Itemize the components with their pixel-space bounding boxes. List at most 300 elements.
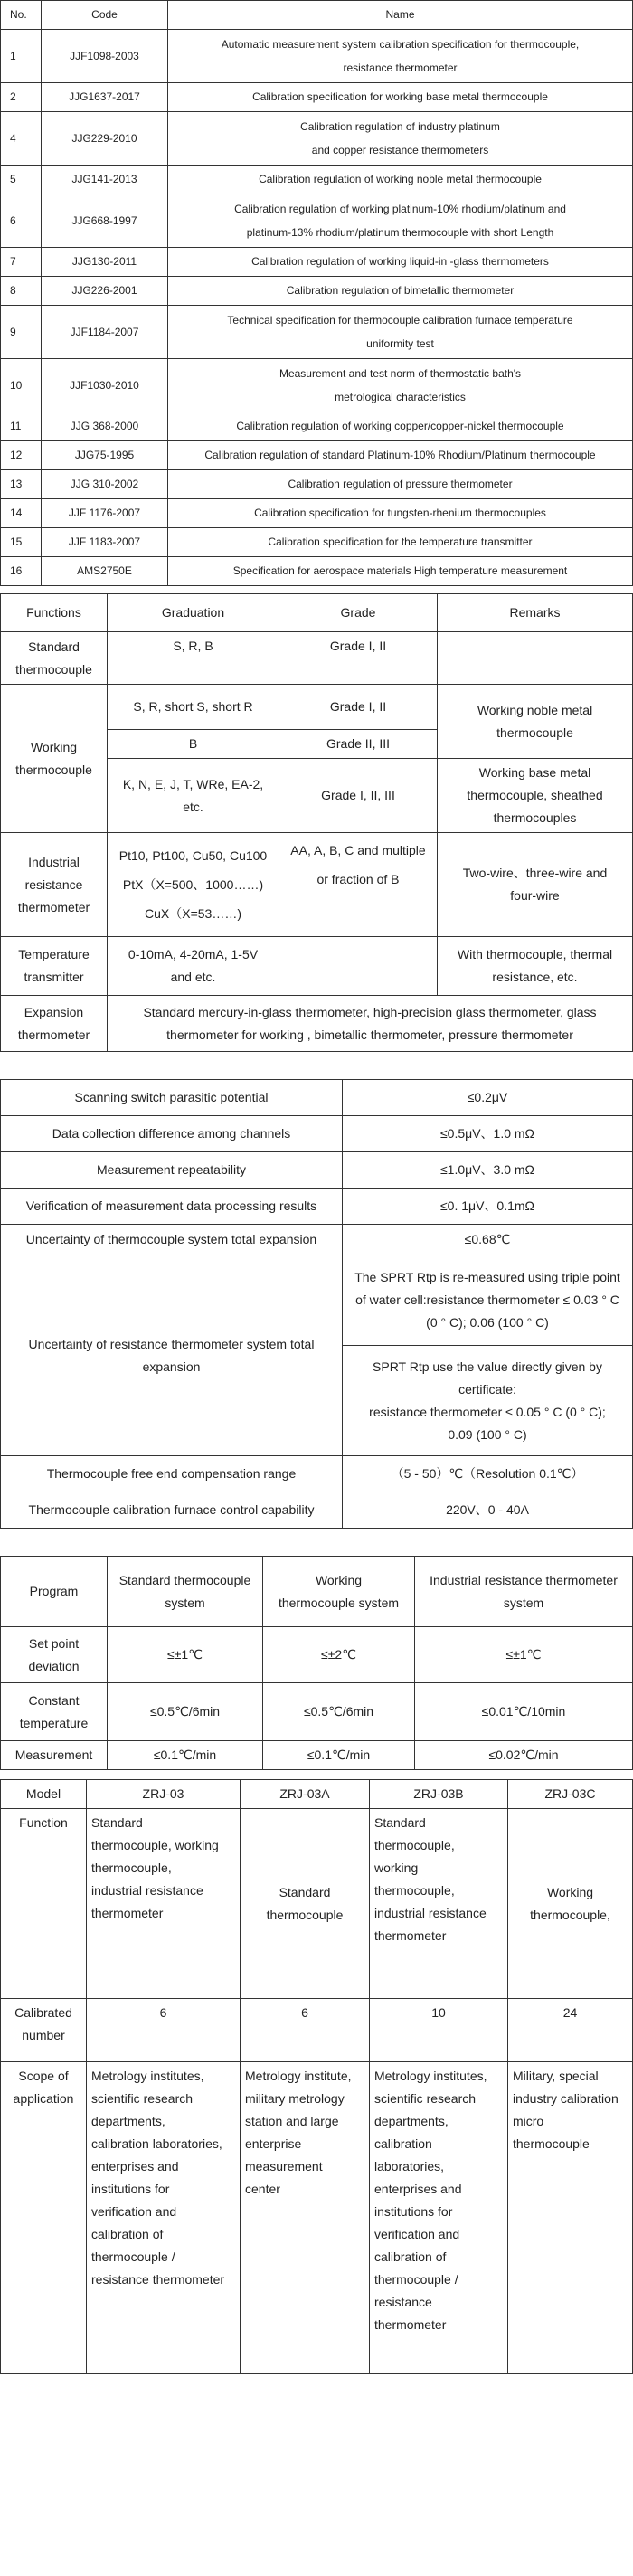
standards-table: [0, 0, 633, 586]
standard-name: [168, 248, 633, 277]
text-line: and etc.: [170, 970, 216, 984]
text-line: Measurement: [14, 1747, 93, 1762]
text-line: or fraction of B: [316, 872, 400, 886]
model-function: [241, 1809, 370, 1999]
text-line: Working: [546, 1884, 594, 1899]
spec-row: [1, 1492, 633, 1529]
standard-no: 11: [1, 412, 42, 441]
spec-label-resistance-uncertainty: [1, 1255, 343, 1456]
text-line: Standard thermocouple: [118, 1572, 251, 1587]
text-line: scientific research: [374, 2091, 477, 2106]
header-remarks: Remarks: [438, 594, 633, 632]
header-code: Code: [42, 1, 168, 30]
text-line: Calibration specification for working base metal thermocouple: [252, 90, 548, 103]
text-line: thermocouple, sheathed: [467, 788, 603, 802]
text-line: （5 - 50）℃（Resolution 0.1℃）: [391, 1466, 584, 1481]
standard-name: [168, 194, 633, 248]
standard-name: [168, 412, 633, 441]
program-label: [1, 1741, 108, 1770]
spec-row: [1, 1189, 633, 1225]
text-line: With thermocouple, thermal: [457, 947, 613, 961]
remarks-standard: [438, 632, 633, 685]
text-line: thermocouple /: [91, 2249, 175, 2264]
standard-no: 14: [1, 499, 42, 528]
spec-label: [1, 1456, 343, 1492]
row-temperature-transmitter: [1, 937, 633, 996]
standard-row: [1, 30, 633, 83]
text-line: thermometer: [374, 2317, 447, 2332]
text-line: Calibration specification for tungsten-rhenium thermocouples: [254, 507, 546, 519]
text-line: military metrology: [245, 2091, 345, 2106]
model-name: ZRJ-03B: [370, 1780, 508, 1809]
standard-row: [1, 359, 633, 412]
functions-header-row: [1, 594, 633, 632]
text-line: four-wire: [510, 888, 560, 903]
spec-row: [1, 1116, 633, 1152]
text-line: Automatic measurement system calibration specification for thermocouple,: [221, 38, 580, 51]
spec-value: [343, 1456, 633, 1492]
text-line: resistance thermometer ≤ 0.05 ° C (0 ° C);: [369, 1404, 606, 1419]
model-scope: [87, 2062, 241, 2374]
text-line: Expansion: [24, 1004, 84, 1019]
text-line: ≤1.0μV、3.0 mΩ: [439, 1162, 535, 1177]
text-line: Working noble metal: [477, 702, 593, 717]
spec-value: [343, 1225, 633, 1255]
specs-body-2: [1, 1456, 633, 1529]
spec-label: [1, 1152, 343, 1189]
text-line: Working base metal: [478, 765, 591, 780]
text-line: institutions for: [91, 2182, 170, 2196]
text-line: Calibration regulation of pressure thermometer: [288, 478, 513, 490]
text-line: calibration of: [374, 2249, 447, 2264]
program-table: [0, 1556, 633, 1770]
text-line: thermocouple: [15, 661, 92, 677]
text-line: calibration laboratories,: [91, 2136, 222, 2151]
text-line: Calibration regulation of working liquid-in -glass thermometers: [251, 255, 549, 268]
text-line: laboratories,: [374, 2159, 445, 2174]
spec-value: [343, 1116, 633, 1152]
text-line: enterprises and: [91, 2159, 179, 2174]
graduation-standard: S, R, B: [108, 632, 279, 685]
standard-row: [1, 166, 633, 194]
standard-no: 5: [1, 166, 42, 194]
program-working: ≤0.1℃/min: [263, 1741, 415, 1770]
text-line: Metrology institutes,: [91, 2069, 204, 2083]
text-line: ≤0.5μV、1.0 mΩ: [439, 1126, 535, 1141]
text-line: thermocouple, working: [91, 1838, 219, 1852]
text-line: thermocouple: [266, 1907, 344, 1922]
text-line: Metrology institutes,: [374, 2069, 487, 2083]
spec-row-resistance-1: [1, 1255, 633, 1346]
text-line: Industrial: [28, 854, 80, 869]
text-line: Pt10, Pt100, Cu50, Cu100: [118, 848, 268, 863]
header-name: Name: [168, 1, 633, 30]
spec-label: [1, 1080, 343, 1116]
graduation-working-2: B: [108, 730, 279, 759]
text-line: uniformity test: [366, 337, 434, 350]
text-line: industry calibration: [513, 2091, 619, 2106]
text-line: Calibration regulation of working noble metal thermocouple: [259, 173, 542, 185]
text-line: Calibration specification for the temperature transmitter: [268, 535, 533, 548]
text-line: The SPRT Rtp is re-measured using triple point: [354, 1270, 620, 1284]
text-line: Military, special: [513, 2069, 599, 2083]
standard-code: JJF 1176-2007: [42, 499, 168, 528]
standard-code: AMS2750E: [42, 557, 168, 586]
text-line: Verification of measurement data processing results: [25, 1198, 317, 1213]
remarks-working-base: [438, 759, 633, 833]
model-name: ZRJ-03A: [241, 1780, 370, 1809]
text-line: industrial resistance: [91, 1883, 203, 1898]
text-line: Constant: [28, 1692, 80, 1708]
label-scope-of-application: [1, 2062, 87, 2374]
label-model: Model: [1, 1780, 87, 1809]
text-line: Working: [30, 739, 78, 754]
text-line: Thermocouple free end compensation range: [46, 1466, 297, 1481]
program-label: [1, 1627, 108, 1683]
text-line: 0-10mA, 4-20mA, 1-5V: [128, 947, 259, 961]
standard-name: [168, 499, 633, 528]
standard-no: 6: [1, 194, 42, 248]
standard-row: [1, 499, 633, 528]
header-grade: Grade: [279, 594, 438, 632]
grade-industrial: [279, 833, 438, 937]
text-line: thermometer: [17, 1027, 90, 1042]
standards-body: [1, 30, 633, 586]
text-line: departments,: [91, 2114, 165, 2128]
spacer: [0, 586, 633, 593]
model-scope: [370, 2062, 508, 2374]
text-line: thermometer: [17, 899, 90, 914]
standard-row: [1, 528, 633, 557]
graduation-working-3: [108, 759, 279, 833]
text-line: Data collection difference among channels: [52, 1126, 291, 1141]
standards-header-row: [1, 1, 633, 30]
text-line: working: [374, 1861, 419, 1875]
text-line: transmitter: [24, 970, 84, 984]
program-standard: ≤0.5℃/6min: [108, 1683, 263, 1741]
standard-no: 12: [1, 441, 42, 470]
standard-no: 16: [1, 557, 42, 586]
text-line: resistance: [374, 2295, 432, 2309]
text-line: CuX（X=53……): [145, 906, 241, 921]
graduation-working-1: S, R, short S, short R: [108, 685, 279, 730]
standard-no: 15: [1, 528, 42, 557]
standard-name: [168, 277, 633, 306]
remarks-working-noble: [438, 685, 633, 759]
text-line: thermocouple: [15, 762, 92, 777]
text-line: Calibration regulation of working platinum-10% rhodium/platinum and: [234, 203, 566, 215]
text-line: thermocouple,: [374, 1838, 455, 1852]
spec-label: [1, 1492, 343, 1529]
standard-no: 10: [1, 359, 42, 412]
text-line: system: [165, 1595, 205, 1610]
spec-value-resistance-triple-point: [343, 1255, 633, 1346]
text-line: calibration of: [91, 2227, 164, 2241]
text-line: scientific research: [91, 2091, 194, 2106]
spacer: [0, 1052, 633, 1079]
program-industrial: ≤±1℃: [415, 1627, 633, 1683]
text-line: K, N, E, J, T, WRe, EA-2,: [122, 776, 264, 791]
standard-name: [168, 306, 633, 359]
standard-row: [1, 306, 633, 359]
text-line: resistance thermometer: [91, 2272, 225, 2287]
text-line: metrological characteristics: [335, 391, 466, 403]
text-line: measurement: [245, 2159, 323, 2174]
standard-code: JJF1184-2007: [42, 306, 168, 359]
standard-row: [1, 277, 633, 306]
text-line: Standard: [28, 639, 80, 654]
text-line: Industrial resistance thermometer: [430, 1572, 618, 1587]
text-line: Technical specification for thermocouple calibration furnace temperature: [227, 314, 573, 327]
text-line: Working: [315, 1572, 363, 1587]
standard-name: [168, 30, 633, 83]
model-calibrated-number: 10: [370, 1999, 508, 2062]
standard-code: JJG141-2013: [42, 166, 168, 194]
text-line: of water cell:resistance thermometer ≤ 0.03 ° C: [355, 1293, 619, 1307]
text-line: thermocouple,: [374, 1883, 455, 1898]
text-line: Calibration regulation of working copper/copper-nickel thermocouple: [236, 420, 564, 432]
text-line: SPRT Rtp use the value directly given by: [373, 1359, 602, 1374]
text-line: departments,: [374, 2114, 449, 2128]
model-scope: [508, 2062, 633, 2374]
standard-code: JJG 310-2002: [42, 470, 168, 499]
label-working-thermocouple: [1, 685, 108, 833]
label-expansion-thermometer: [1, 996, 108, 1052]
standard-name: [168, 83, 633, 112]
spec-label: [1, 1116, 343, 1152]
standard-row: [1, 441, 633, 470]
spec-label: [1, 1225, 343, 1255]
text-line: Uncertainty of resistance thermometer system total: [28, 1336, 315, 1351]
standard-name: [168, 557, 633, 586]
models-row-calibrated-number: [1, 1999, 633, 2062]
model-calibrated-number: 6: [87, 1999, 241, 2062]
text-line: Standard: [279, 1884, 331, 1899]
text-line: Specification for aerospace materials High temperature measurement: [232, 564, 568, 577]
text-line: ≤0. 1μV、0.1mΩ: [439, 1198, 535, 1213]
label-calibrated-number: [1, 1999, 87, 2062]
standard-name: [168, 470, 633, 499]
text-line: (0 ° C); 0.06 (100 ° C): [426, 1315, 549, 1330]
text-line: Measurement repeatability: [97, 1162, 246, 1177]
expansion-description: [108, 996, 633, 1052]
model-scope: [241, 2062, 370, 2374]
spacer: [0, 1770, 633, 1779]
standard-code: JJG 368-2000: [42, 412, 168, 441]
text-line: temperature: [19, 1715, 89, 1730]
spacer: [0, 1529, 633, 1556]
standard-name: [168, 441, 633, 470]
label-standard-thermocouple: [1, 632, 108, 685]
spec-row: [1, 1225, 633, 1255]
standard-name: [168, 166, 633, 194]
grade-working-1: Grade I, II: [279, 685, 438, 730]
spec-value: [343, 1080, 633, 1116]
row-standard-thermocouple: [1, 632, 633, 685]
text-line: PtX（X=500、1000……): [122, 877, 264, 892]
text-line: Calibrated: [14, 2005, 72, 2020]
text-line: Scanning switch parasitic potential: [74, 1090, 269, 1104]
text-line: thermometer: [91, 1906, 164, 1920]
standard-code: JJF1030-2010: [42, 359, 168, 412]
text-line: enterprise: [245, 2136, 302, 2151]
standard-row: [1, 470, 633, 499]
program-standard: ≤0.1℃/min: [108, 1741, 263, 1770]
standard-code: JJG75-1995: [42, 441, 168, 470]
text-line: Standard mercury-in-glass thermometer, high-precision glass thermometer, glass: [143, 1004, 597, 1019]
text-line: AA, A, B, C and multiple: [290, 843, 426, 857]
text-line: resistance thermometer: [343, 62, 458, 74]
grade-transmitter: [279, 937, 438, 996]
models-table: [0, 1779, 633, 2374]
header-industrial-system: [415, 1557, 633, 1627]
text-line: Uncertainty of thermocouple system total expansion: [25, 1232, 317, 1246]
text-line: thermocouple,: [91, 1861, 172, 1875]
standard-row: [1, 248, 633, 277]
text-line: institutions for: [374, 2204, 453, 2219]
text-line: platinum-13% rhodium/platinum thermocouple with short Length: [246, 226, 554, 239]
text-line: Standard: [374, 1815, 426, 1830]
row-industrial-resistance: [1, 833, 633, 937]
standard-name: [168, 528, 633, 557]
text-line: deviation: [28, 1658, 80, 1673]
row-expansion-thermometer: [1, 996, 633, 1052]
spec-value: [343, 1189, 633, 1225]
text-line: resistance: [24, 876, 83, 892]
model-calibrated-number: 24: [508, 1999, 633, 2062]
text-line: calibration: [374, 2136, 432, 2151]
spec-row: [1, 1080, 633, 1116]
program-row: [1, 1683, 633, 1741]
text-line: verification and: [91, 2204, 177, 2219]
text-line: ≤0.68℃: [464, 1232, 511, 1246]
text-line: industrial resistance: [374, 1906, 487, 1920]
header-standard-system: [108, 1557, 263, 1627]
text-line: Set point: [28, 1635, 80, 1651]
standard-code: JJF1098-2003: [42, 30, 168, 83]
spec-value: [343, 1492, 633, 1529]
text-line: ≤0.2μV: [467, 1090, 508, 1104]
standard-name: [168, 359, 633, 412]
text-line: and copper resistance thermometers: [311, 144, 489, 156]
text-line: system: [503, 1595, 544, 1610]
program-working: ≤0.5℃/6min: [263, 1683, 415, 1741]
text-line: Temperature: [18, 947, 90, 961]
standard-row: [1, 112, 633, 166]
standard-code: JJG1637-2017: [42, 83, 168, 112]
models-row-scope: [1, 2062, 633, 2374]
specs-body: [1, 1080, 633, 1255]
spec-label: [1, 1189, 343, 1225]
spec-row: [1, 1152, 633, 1189]
text-line: expansion: [142, 1359, 201, 1374]
remarks-transmitter: [438, 937, 633, 996]
model-function: [370, 1809, 508, 1999]
standard-row: [1, 83, 633, 112]
text-line: verification and: [374, 2227, 460, 2241]
text-line: Measurement and test norm of thermostatic bath's: [279, 367, 522, 380]
text-line: thermocouples: [493, 810, 577, 825]
program-industrial: ≤0.01℃/10min: [415, 1683, 633, 1741]
standard-code: JJG668-1997: [42, 194, 168, 248]
label-industrial-resistance: [1, 833, 108, 937]
text-line: thermocouple: [496, 724, 573, 740]
model-name: ZRJ-03: [87, 1780, 241, 1809]
text-line: Calibration regulation of industry platinum: [300, 120, 500, 133]
text-line: thermometer for working , bimetallic thermometer, pressure thermometer: [166, 1027, 573, 1042]
graduation-industrial: [108, 833, 279, 937]
standard-code: JJG229-2010: [42, 112, 168, 166]
text-line: Two-wire、three-wire and: [462, 866, 608, 880]
label-temperature-transmitter: [1, 937, 108, 996]
header-no: No.: [1, 1, 42, 30]
text-line: Calibration regulation of standard Platinum-10% Rhodium/Platinum thermocouple: [204, 449, 596, 461]
model-function: [508, 1809, 633, 1999]
text-line: 0.09 (100 ° C): [448, 1426, 527, 1442]
standard-no: 8: [1, 277, 42, 306]
text-line: certificate:: [458, 1381, 516, 1397]
text-line: 220V、0 - 40A: [446, 1502, 529, 1517]
text-line: thermocouple: [513, 2136, 590, 2151]
model-calibrated-number: 6: [241, 1999, 370, 2062]
model-name: ZRJ-03C: [508, 1780, 633, 1809]
standard-row: [1, 194, 633, 248]
text-line: station and large: [245, 2114, 339, 2128]
text-line: Thermocouple calibration furnace control capability: [28, 1502, 315, 1517]
standard-no: 2: [1, 83, 42, 112]
text-line: micro: [513, 2114, 544, 2128]
header-program: Program: [1, 1557, 108, 1627]
standard-code: JJG130-2011: [42, 248, 168, 277]
grade-working-3: Grade I, II, III: [279, 759, 438, 833]
text-line: thermocouple /: [374, 2272, 458, 2287]
standard-code: JJG226-2001: [42, 277, 168, 306]
program-body: [1, 1627, 633, 1770]
standard-row: [1, 557, 633, 586]
text-line: etc.: [183, 799, 203, 814]
standard-code: JJF 1183-2007: [42, 528, 168, 557]
text-line: application: [13, 2091, 74, 2106]
text-line: center: [245, 2182, 280, 2196]
standard-row: [1, 412, 633, 441]
models-row-model: [1, 1780, 633, 1809]
standard-no: 1: [1, 30, 42, 83]
program-industrial: ≤0.02℃/min: [415, 1741, 633, 1770]
text-line: Standard: [91, 1815, 143, 1830]
text-line: thermocouple system: [278, 1595, 400, 1610]
program-label: [1, 1683, 108, 1741]
standard-no: 7: [1, 248, 42, 277]
text-line: resistance, etc.: [492, 970, 578, 984]
text-line: Scope of: [18, 2069, 69, 2083]
grade-standard: Grade I, II: [279, 632, 438, 685]
program-header-row: [1, 1557, 633, 1627]
text-line: enterprises and: [374, 2182, 462, 2196]
text-line: Calibration regulation of bimetallic thermometer: [286, 284, 515, 297]
header-working-system: [263, 1557, 415, 1627]
program-row: [1, 1627, 633, 1683]
header-functions: Functions: [1, 594, 108, 632]
standard-no: 13: [1, 470, 42, 499]
model-function: [87, 1809, 241, 1999]
remarks-industrial: [438, 833, 633, 937]
spec-value-resistance-certificate: [343, 1346, 633, 1456]
text-line: number: [22, 2028, 65, 2042]
text-line: thermocouple,: [530, 1907, 610, 1922]
functions-table: [0, 593, 633, 1052]
row-working-sub1: [1, 685, 633, 730]
header-graduation: Graduation: [108, 594, 279, 632]
